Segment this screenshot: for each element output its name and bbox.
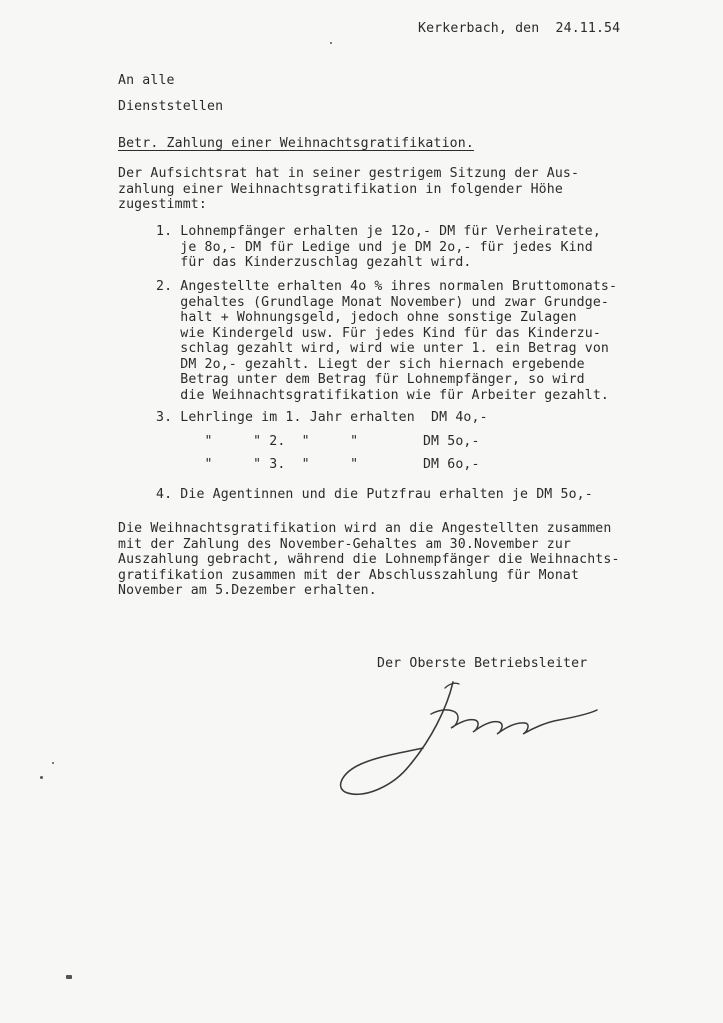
paper-speck	[52, 762, 54, 764]
handwritten-signature	[335, 668, 605, 803]
list-item-3-line-1: 3. Lehrlinge im 1. Jahr erhalten DM 4o,-	[156, 410, 488, 425]
closing-paragraph: Die Weihnachtsgratifikation wird an die Angestellten zusammen mit der Zahlung des November-Gehaltes am 30.November zur Auszahlung gebracht, während die Lohnempfänger die Weihnachts- gratifikation zusammen mit der Abschlusszahlung für Monat November am 5.Dezember erhalten.	[118, 521, 620, 598]
recipient-line-2: Dienststellen	[118, 99, 224, 114]
paper-speck	[330, 42, 332, 44]
intro-paragraph: Der Aufsichtsrat hat in seiner gestrigem Sitzung der Aus- zahlung einer Weihnachtsgratifikation in folgender Höhe zugestimmt:	[118, 166, 580, 212]
recipient-line-1: An alle	[118, 73, 175, 88]
paper-speck	[40, 776, 43, 779]
sign-off: Der Oberste Betriebsleiter	[377, 656, 588, 671]
list-item-3-line-3: " " 3. " " DM 6o,-	[156, 457, 480, 472]
list-item-1: 1. Lohnempfänger erhalten je 12o,- DM für Verheiratete, je 8o,- DM für Ledige und je DM 2o,- für jedes Kind für das Kinderzuschlag gezahlt wird.	[156, 224, 601, 270]
list-item-4: 4. Die Agentinnen und die Putzfrau erhalten je DM 5o,-	[156, 487, 593, 502]
list-item-3-line-2: " " 2. " " DM 5o,-	[156, 434, 480, 449]
paper-speck	[66, 975, 72, 979]
date-line: Kerkerbach, den 24.11.54	[418, 21, 621, 36]
subject-line: Betr. Zahlung einer Weihnachtsgratifikation.	[118, 136, 474, 151]
list-item-2: 2. Angestellte erhalten 4o % ihres normalen Bruttomonats- gehaltes (Grundlage Monat November) und zwar Grundge- halt + Wohnungsgeld, jedoch ohne sonstige Zulagen wie Kindergeld usw. Für jedes Kind für das Kinderzu- schlag gezahlt wird, wird wie unter 1. ein Betrag von DM 2o,- gezahlt. Liegt der sich hiernach ergebende Betrag unter dem Betrag für Lohnempfänger, so wird die Weihnachtsgratifikation wie für Arbeiter gezahlt.	[156, 279, 618, 403]
